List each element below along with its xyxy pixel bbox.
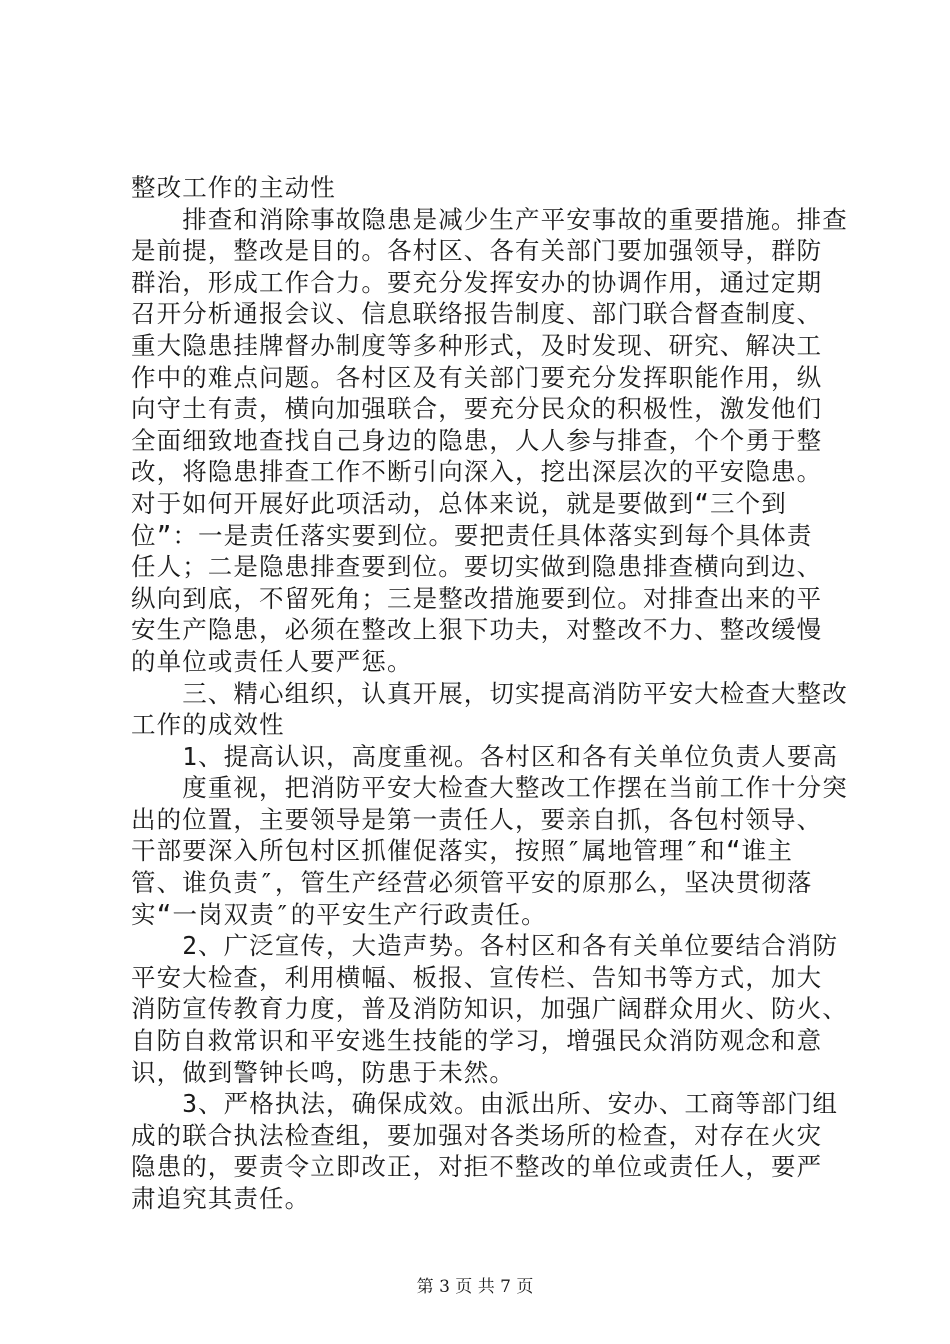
text-line: 排查和消除事故隐患是减少生产平安事故的重要措施。排查 bbox=[131, 204, 848, 234]
text-line: 任人；二是隐患排查要到位。要切实做到隐患排查横向到边、 bbox=[131, 552, 823, 582]
document-body bbox=[131, 172, 848, 1215]
text-line: 识，做到警钟长鸣，防患于未然。 bbox=[131, 1057, 515, 1087]
text-line: 肃追究其责任。 bbox=[131, 1184, 311, 1213]
text-line: 实“一岗双责″的平安生产行政责任。 bbox=[131, 899, 547, 929]
text-line: 三、精心组织，认真开展，切实提高消防平安大检查大整改 bbox=[131, 678, 848, 708]
text-line: 3、严格执法，确保成效。由派出所、安办、工商等部门组 bbox=[131, 1089, 839, 1119]
text-line: 消防宣传教育力度，普及消防知识，加强广阔群众用火、防火、 bbox=[131, 994, 848, 1024]
text-line: 召开分析通报会议、信息联络报告制度、部门联合督查制度、 bbox=[131, 299, 823, 329]
text-line: 整改工作的主动性 bbox=[131, 173, 336, 202]
text-line: 安生产隐患，必须在整改上狠下功夫，对整改不力、整改缓慢 bbox=[131, 615, 823, 645]
text-line: 1、提高认识，高度重视。各村区和各有关单位负责人要高 bbox=[131, 741, 839, 771]
text-line: 作中的难点问题。各村区及有关部门要充分发挥职能作用，纵 bbox=[131, 362, 823, 392]
text-line: 干部要深入所包村区抓催促落实，按照″属地管理″和“谁主 bbox=[131, 836, 793, 866]
text-line: 改，将隐患排查工作不断引向深入，挖出深层次的平安隐患。 bbox=[131, 457, 823, 487]
text-line: 度重视，把消防平安大检查大整改工作摆在当前工作十分突 bbox=[131, 773, 848, 803]
text-line: 对于如何开展好此项活动，总体来说，就是要做到“三个到 bbox=[131, 488, 787, 518]
page-number-footer: 第 3 页 共 7 页 bbox=[416, 1277, 534, 1297]
text-line: 的单位或责任人要严惩。 bbox=[131, 646, 413, 676]
text-line: 平安大检查，利用横幅、板报、宣传栏、告知书等方式，加大 bbox=[131, 962, 823, 992]
text-line: 管、谁负责″，管生产经营必须管平安的原那么，坚决贯彻落 bbox=[131, 868, 813, 898]
text-line: 全面细致地查找自己身边的隐患，人人参与排查，个个勇于整 bbox=[131, 425, 823, 455]
text-line: 出的位置，主要领导是第一责任人，要亲自抓，各包村领导、 bbox=[131, 804, 823, 834]
text-line: 是前提，整改是目的。各村区、各有关部门要加强领导，群防 bbox=[131, 236, 823, 266]
text-line: 隐患的，要责令立即改正，对拒不整改的单位或责任人，要严 bbox=[131, 1152, 823, 1182]
text-line: 2、广泛宣传，大造声势。各村区和各有关单位要结合消防 bbox=[131, 931, 839, 961]
text-line: 工作的成效性 bbox=[131, 710, 285, 740]
text-line: 向守土有责，横向加强联合，要充分民众的积极性，激发他们 bbox=[131, 394, 823, 424]
text-line: 位”：一是责任落实要到位。要把责任具体落实到每个具体责 bbox=[131, 520, 813, 550]
text-line: 成的联合执法检查组，要加强对各类场所的检查，对存在火灾 bbox=[131, 1120, 823, 1150]
text-line: 纵向到底，不留死角；三是整改措施要到位。对排查出来的平 bbox=[131, 583, 823, 613]
text-line: 自防自救常识和平安逃生技能的学习，增强民众消防观念和意 bbox=[131, 1026, 823, 1056]
text-line: 重大隐患挂牌督办制度等多种形式，及时发现、研究、解决工 bbox=[131, 330, 823, 360]
text-line: 群治，形成工作合力。要充分发挥安办的协调作用，通过定期 bbox=[131, 267, 823, 297]
